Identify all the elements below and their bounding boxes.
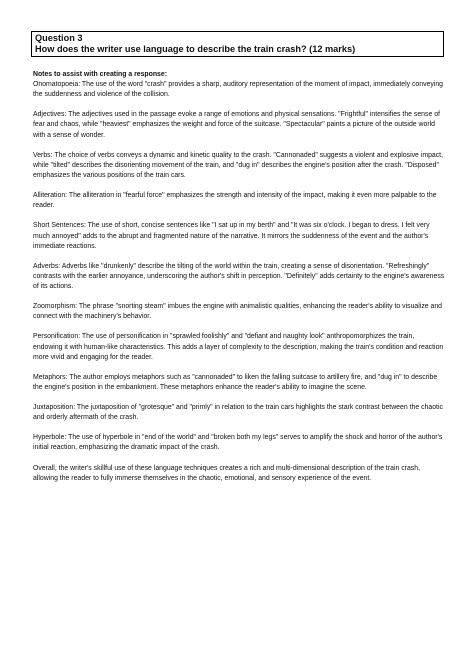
paragraph-verbs: Verbs: The choice of verbs conveys a dynamic and kinetic quality to the crash. "Cannonaded" suggests a violent and explosive impact, while "tilted" describes the disorienting movement of the train, and "dug in" describes the engine's position after the crash. "Disposed" emphasizes the various positions of the train cars. bbox=[33, 151, 444, 179]
paragraph-adverbs: Adverbs: Adverbs like "drunkenly" describe the tilting of the world within the train, creating a sense of disorientation. "Refreshingly" contrasts with the earlier annoyance, underscoring the author's shift in perception. "Definitely" adds certainty to the engine's awareness of its actions. bbox=[33, 262, 445, 290]
paragraph-overall: Overall, the writer's skillful use of these language techniques creates a rich and multi-dimensional description of the train crash, allowing the reader to fully immerse themselves in the chaotic, emotional, and sensory experience of the event. bbox=[33, 464, 421, 482]
notes-section bbox=[33, 70, 445, 494]
paragraph-hyperbole: Hyperbole: The use of hyperbole in "end of the world" and "broken both my legs" serves to amplify the shock and horror of the author's initial reaction, emphasizing the dramatic impact of the crash. bbox=[33, 434, 443, 452]
paragraph-metaphors: Metaphors: The author employs metaphors such as "cannonaded" to liken the falling suitcase to artillery fire, and "dug in" to describe the engine's position in the embankment. These metaphors enhance the reader's ability to imagine the scene. bbox=[33, 373, 438, 391]
question-text: How does the writer use language to describe the train crash? (12 marks) bbox=[35, 44, 356, 55]
paragraph-alliteration: Alliteration: The alliteration in "fearful force" emphasizes the strength and intensity of the impact, making it even more palpable to the reader. bbox=[33, 192, 437, 210]
paragraph-short-sentences: Short Sentences: The use of short, concise sentences like "I sat up in my berth" and "It was six o'clock. I began to dress. I felt very much annoyed" adds to the abrupt and fragmented nature of the narrative. It mirrors the suddenness of the event and the author's immediate reactions. bbox=[33, 222, 430, 250]
paragraph-juxtaposition: Juxtaposition: The juxtaposition of "grotesque" and "primly" in relation to the train cars highlights the stark contrast between the chaotic and orderly aftermath of the crash. bbox=[33, 404, 443, 422]
question-box bbox=[31, 31, 444, 57]
paragraph-zoomorphism: Zoomorphism: The phrase "snorting steam" imbues the engine with animalistic qualities, enhancing the reader's ability to visualize and connect with the machinery's behavior. bbox=[33, 303, 443, 321]
paragraph-personification: Personification: The use of personification in "sprawled foolishly" and "defiant and naughty look" anthropomorphizes the train, endowing it with human-like characteristics. This adds a layer of complexity to the description, making the train's condition and reaction more vivid and engaging for the reader. bbox=[33, 333, 444, 361]
question-number: Question 3 bbox=[35, 33, 83, 43]
paragraph-onomatopoeia: Onomatopoeia: The use of the word "crash" provides a sharp, auditory representation of the moment of impact, immediately conveying the suddenness and violence of the collision. bbox=[33, 81, 443, 99]
notes-heading: Notes to assist with creating a response: bbox=[33, 71, 168, 78]
paragraph-adjectives: Adjectives: The adjectives used in the passage evoke a range of emotions and physical sensations. "Frightful" intensifies the sense of fear and chaos, while "heaviest" emphasizes the weight and force of the suitcase. "Spectacular" paints a picture of the outside world with a sense of wonder. bbox=[33, 111, 440, 139]
